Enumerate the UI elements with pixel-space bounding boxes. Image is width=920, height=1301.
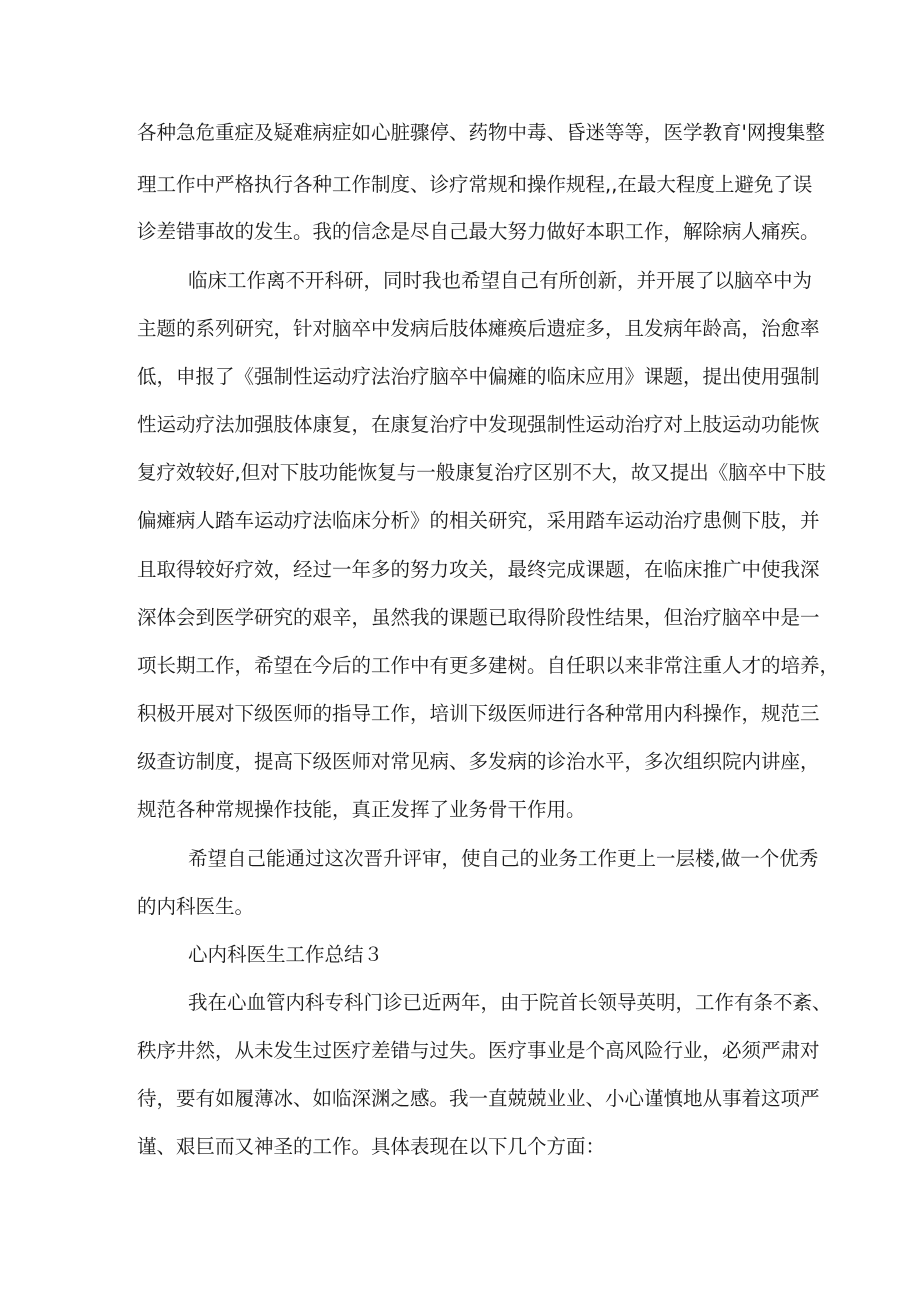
paragraph-1-line-2: 理工作中严格执行各种工作制度、诊疗常规和操作规程,,在最大程度上避免了误: [137, 173, 813, 196]
paragraph-2-line-1: 临床工作离不开科研，同时我也希望自己有所创新，并开展了以脑卒中为: [188, 269, 813, 292]
paragraph-4-line-3: 待，要有如履薄冰、如临深渊之感。我一直兢兢业业、小心谨慎地从事着这项严: [137, 1087, 820, 1110]
paragraph-2-line-12: 规范各种常规操作技能，真正发挥了业务骨干作用。: [137, 798, 586, 821]
paragraph-2-line-11: 级查访制度，提高下级医师对常见病、多发病的诊治水平，多次组织院内讲座，: [137, 750, 820, 773]
paragraph-1-line-3: 诊差错事故的发生。我的信念是尽自己最大努力做好本职工作，解除病人痛疾。: [137, 220, 820, 243]
paragraph-1-line-1: 各种急危重症及疑难病症如心脏骤停、药物中毒、昏迷等等，医学教育'网搜集整: [137, 121, 825, 144]
paragraph-2-line-9: 项长期工作，希望在今后的工作中有更多建树。自任职以来非常注重人才的培养，: [137, 654, 840, 677]
paragraph-4-line-4: 谨、艰巨而又神圣的工作。具体表现在以下几个方面：: [137, 1135, 606, 1158]
paragraph-3-line-2: 的内科医生。: [137, 895, 255, 918]
paragraph-4-line-2: 秩序井然，从未发生过医疗差错与过失。医疗事业是个高风险行业，必须严肃对: [137, 1039, 820, 1062]
paragraph-2-line-2: 主题的系列研究，针对脑卒中发病后肢体瘫痪后遗症多，且发病年龄高，治愈率: [137, 317, 820, 340]
paragraph-2-line-10: 积极开展对下级医师的指导工作，培训下级医师进行各种常用内科操作，规范三: [137, 702, 820, 725]
paragraph-4-line-1: 我在心血管内科专科门诊已近两年，由于院首长领导英明，工作有条不紊、: [188, 991, 832, 1014]
paragraph-2-line-4: 性运动疗法加强肢体康复，在康复治疗中发现强制性运动治疗对上肢运动功能恢: [137, 413, 820, 436]
paragraph-2-line-7: 且取得较好疗效，经过一年多的努力攻关，最终完成课题，在临床推广中使我深: [137, 558, 820, 581]
paragraph-2-line-3: 低，申报了《强制性运动疗法治疗脑卒中偏瘫的临床应用》课题，提出使用强制: [137, 365, 820, 388]
section-heading: 心内科医生工作总结３: [188, 943, 384, 966]
paragraph-2-line-6: 偏瘫病人踏车运动疗法临床分析》的相关研究，采用踏车运动治疗患侧下肢，并: [137, 509, 820, 532]
paragraph-2-line-8: 深体会到医学研究的艰辛，虽然我的课题已取得阶段性结果，但治疗脑卒中是一: [137, 606, 820, 629]
paragraph-2-line-5: 复疗效较好,但对下肢功能恢复与一般康复治疗区别不大，故又提出《脑卒中下肢: [137, 461, 826, 484]
paragraph-3-line-1: 希望自己能通过这次晋升评审，使自己的业务工作更上一层楼,做一个优秀: [188, 847, 819, 870]
